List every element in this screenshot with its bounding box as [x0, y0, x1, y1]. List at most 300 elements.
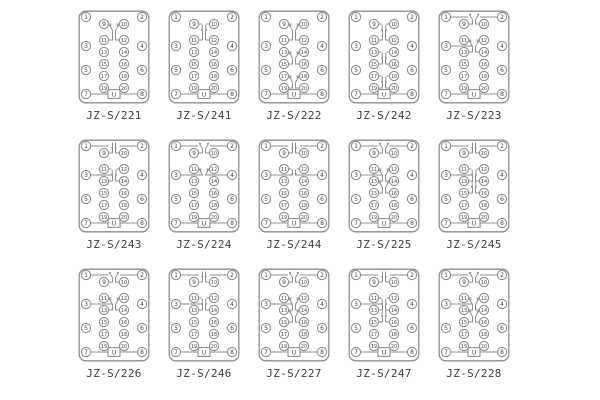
terminal-number: 17 — [100, 73, 108, 80]
relay-socket-svg — [78, 268, 150, 362]
terminal-number: 16 — [390, 61, 398, 68]
terminal-number: 9 — [192, 279, 196, 287]
terminal-number: 3 — [264, 301, 268, 309]
terminal-number: U — [291, 349, 297, 357]
terminal-number: 5 — [354, 196, 358, 204]
relay-socket-drawing — [168, 139, 240, 233]
terminal-number: 4 — [500, 301, 504, 309]
terminal-number: 7 — [174, 349, 178, 357]
terminal-number: 6 — [500, 196, 504, 204]
terminal-number: 19 — [460, 85, 468, 92]
terminal-number: 20 — [390, 85, 398, 92]
terminal-number: 14 — [300, 307, 308, 314]
terminal-number: 12 — [390, 166, 398, 173]
terminal-number: 2 — [230, 272, 234, 280]
terminal-number: 6 — [410, 196, 414, 204]
terminal-number: 19 — [100, 343, 108, 350]
terminal-number: 6 — [320, 67, 324, 75]
terminal-number: 9 — [192, 150, 196, 158]
terminal-number: 20 — [210, 343, 218, 350]
terminal-number: 8 — [410, 349, 414, 357]
terminal-number: 15 — [460, 319, 468, 326]
terminal-number: 6 — [500, 67, 504, 75]
terminal-number: 20 — [480, 85, 488, 92]
terminal-number: 7 — [354, 220, 358, 228]
terminal-number: 17 — [460, 202, 468, 209]
terminal-number: 7 — [354, 349, 358, 357]
relay-socket-svg — [348, 10, 420, 104]
terminal-number: 10 — [480, 21, 488, 28]
terminal-number: 16 — [390, 319, 398, 326]
relay-cell-246 — [159, 268, 249, 380]
terminal-number: 19 — [280, 214, 288, 221]
relay-model-label: JZ-S/221 — [86, 109, 142, 122]
terminal-number: 10 — [120, 150, 128, 157]
terminal-number: 7 — [174, 91, 178, 99]
relay-cell-242 — [339, 10, 429, 122]
terminal-number: 3 — [444, 301, 448, 309]
terminal-number: 19 — [190, 85, 198, 92]
terminal-number: 8 — [500, 349, 504, 357]
terminal-number: 12 — [480, 37, 488, 44]
terminal-number: 6 — [320, 325, 324, 333]
terminal-number: 12 — [120, 166, 128, 173]
terminal-number: 18 — [390, 202, 398, 209]
terminal-number: 16 — [480, 190, 488, 197]
terminal-number: 12 — [480, 295, 488, 302]
terminal-number: 11 — [100, 37, 108, 44]
relay-model-label: JZ-S/242 — [356, 109, 412, 122]
relay-model-label: JZ-S/245 — [446, 238, 502, 251]
terminal-number: 10 — [120, 21, 128, 28]
terminal-number: U — [111, 220, 117, 228]
terminal-number: 13 — [460, 178, 468, 185]
contact-wiring — [361, 143, 408, 223]
terminal-number: 9 — [282, 150, 286, 158]
relay-cell-247 — [339, 268, 429, 380]
terminal-number: 8 — [230, 220, 234, 228]
terminal-number: 7 — [84, 220, 88, 228]
terminal-number: 14 — [300, 178, 308, 185]
terminal-number: 11 — [100, 295, 108, 302]
terminal-number: 16 — [210, 61, 218, 68]
terminal-number: 5 — [84, 196, 88, 204]
terminal-number: 19 — [460, 214, 468, 221]
terminal-number: 1 — [264, 272, 268, 280]
terminal-number: 20 — [300, 85, 308, 92]
relay-model-label: JZ-S/227 — [266, 367, 322, 380]
relay-socket-svg — [168, 10, 240, 104]
terminal-number: 11 — [370, 166, 378, 173]
terminal-number: 20 — [480, 343, 488, 350]
terminal-number: 6 — [410, 325, 414, 333]
terminal-number: U — [291, 220, 297, 228]
terminal-number: 16 — [120, 319, 128, 326]
terminal-number: 19 — [370, 85, 378, 92]
terminal-number: 4 — [410, 43, 414, 51]
terminal-number: 10 — [210, 150, 218, 157]
contact-wiring — [271, 21, 318, 94]
terminal-number: 20 — [120, 214, 128, 221]
contact-wiring — [451, 14, 498, 94]
terminal-number: 16 — [480, 319, 488, 326]
terminal-number: 14 — [480, 49, 488, 56]
terminal-number: 10 — [480, 279, 488, 286]
terminal-number: U — [471, 349, 477, 357]
terminal-number: 5 — [264, 67, 268, 75]
terminal-number: 14 — [480, 178, 488, 185]
relay-model-label: JZ-S/226 — [86, 367, 142, 380]
terminal-number: 13 — [460, 307, 468, 314]
terminal-number: 17 — [370, 73, 378, 80]
terminal-number: 2 — [500, 272, 504, 280]
terminal-number: 15 — [370, 190, 378, 197]
terminal-number: 13 — [190, 178, 198, 185]
terminal-number: 3 — [264, 43, 268, 51]
terminal-number: 20 — [300, 343, 308, 350]
terminal-number: 14 — [300, 49, 308, 56]
terminal-number: 5 — [84, 325, 88, 333]
terminal-number: 13 — [190, 49, 198, 56]
terminal-number: 14 — [390, 49, 398, 56]
contact-wiring — [181, 143, 228, 223]
terminal-number: 10 — [390, 279, 398, 286]
terminal-number: 10 — [480, 150, 488, 157]
contact-wiring — [91, 272, 138, 352]
relay-socket-svg — [78, 139, 150, 233]
terminal-number: U — [381, 220, 387, 228]
terminal-number: 7 — [264, 349, 268, 357]
terminal-number: 11 — [460, 295, 468, 302]
terminal-number: 20 — [300, 214, 308, 221]
terminal-number: 8 — [320, 349, 324, 357]
terminal-number: 5 — [264, 196, 268, 204]
terminal-number: 8 — [230, 349, 234, 357]
terminal-number: U — [111, 349, 117, 357]
terminal-number: 4 — [140, 43, 144, 51]
terminal-number: 1 — [264, 14, 268, 22]
terminal-number: 7 — [84, 91, 88, 99]
terminal-number: 10 — [390, 21, 398, 28]
terminal-number: 4 — [500, 172, 504, 180]
relay-cell-225 — [339, 139, 429, 251]
terminal-number: 13 — [460, 49, 468, 56]
terminal-number: 7 — [264, 220, 268, 228]
terminal-number: 10 — [210, 279, 218, 286]
terminal-number: 13 — [280, 307, 288, 314]
relay-model-label: JZ-S/222 — [266, 109, 322, 122]
terminal-number: 3 — [84, 172, 88, 180]
terminal-number: 20 — [480, 214, 488, 221]
terminal-number: U — [471, 220, 477, 228]
relay-model-label: JZ-S/228 — [446, 367, 502, 380]
terminal-number: 11 — [280, 295, 288, 302]
terminal-number: 7 — [354, 91, 358, 99]
terminal-number: 4 — [410, 172, 414, 180]
terminal-number: 1 — [84, 143, 88, 151]
terminal-number: 6 — [500, 325, 504, 333]
terminal-number: 9 — [462, 279, 466, 287]
contact-wiring — [451, 143, 498, 223]
terminal-number: 16 — [300, 190, 308, 197]
terminal-number: 2 — [140, 272, 144, 280]
terminal-number: 11 — [460, 166, 468, 173]
terminal-number: 1 — [444, 143, 448, 151]
terminal-number: 19 — [190, 214, 198, 221]
relay-model-label: JZ-S/224 — [176, 238, 232, 251]
terminal-number: 17 — [280, 73, 288, 80]
terminal-number: 18 — [120, 331, 128, 338]
terminal-number: 2 — [320, 143, 324, 151]
terminal-number: 3 — [84, 301, 88, 309]
terminal-number: U — [381, 91, 387, 99]
terminal-number: 20 — [120, 85, 128, 92]
relay-socket-svg — [258, 139, 330, 233]
relay-cell-223 — [429, 10, 519, 122]
contact-wiring — [361, 21, 408, 94]
terminal-number: 11 — [280, 37, 288, 44]
terminal-number: 11 — [100, 166, 108, 173]
terminal-number: 4 — [320, 301, 324, 309]
terminal-number: 18 — [210, 331, 218, 338]
relay-cell-224 — [159, 139, 249, 251]
terminal-number: 15 — [100, 319, 108, 326]
terminal-number: 1 — [84, 272, 88, 280]
terminal-number: 14 — [210, 49, 218, 56]
terminal-number: 2 — [320, 272, 324, 280]
terminal-number: 2 — [230, 14, 234, 22]
terminal-number: 15 — [280, 319, 288, 326]
terminal-number: 15 — [190, 190, 198, 197]
terminal-number: 9 — [462, 21, 466, 29]
terminal-number: 11 — [370, 295, 378, 302]
terminal-number: 2 — [410, 143, 414, 151]
terminal-number: 5 — [444, 67, 448, 75]
terminal-number: 8 — [320, 91, 324, 99]
terminal-number: 10 — [120, 279, 128, 286]
terminal-number: 15 — [280, 190, 288, 197]
terminal-number: 9 — [282, 21, 286, 29]
relay-socket-drawing — [438, 139, 510, 233]
terminal-number: 1 — [174, 143, 178, 151]
terminal-number: 3 — [354, 172, 358, 180]
terminal-number: 13 — [100, 307, 108, 314]
terminal-number: 8 — [230, 91, 234, 99]
terminal-number: 14 — [480, 307, 488, 314]
relay-socket-drawing — [78, 10, 150, 104]
terminal-number: 13 — [370, 49, 378, 56]
terminal-number: 8 — [410, 91, 414, 99]
terminal-number: 13 — [100, 49, 108, 56]
terminal-number: 18 — [300, 331, 308, 338]
contact-wiring — [91, 143, 138, 223]
terminal-number: 7 — [444, 220, 448, 228]
terminal-number: U — [381, 349, 387, 357]
terminal-number: 4 — [230, 301, 234, 309]
relay-socket-svg — [168, 139, 240, 233]
terminal-number: 11 — [370, 37, 378, 44]
terminal-number: 20 — [210, 214, 218, 221]
terminal-number: 17 — [190, 202, 198, 209]
contact-wiring — [181, 21, 228, 94]
relay-cell-226 — [69, 268, 159, 380]
terminal-number: 19 — [370, 343, 378, 350]
relay-cell-222 — [249, 10, 339, 122]
terminal-number: 12 — [210, 37, 218, 44]
relay-socket-svg — [258, 10, 330, 104]
terminal-number: 5 — [174, 67, 178, 75]
terminal-number: 7 — [174, 220, 178, 228]
terminal-number: 16 — [210, 319, 218, 326]
terminal-number: 2 — [500, 14, 504, 22]
terminal-number: 20 — [390, 343, 398, 350]
relay-cell-241 — [159, 10, 249, 122]
relay-model-label: JZ-S/225 — [356, 238, 412, 251]
terminal-number: 4 — [320, 172, 324, 180]
terminal-number: 4 — [500, 43, 504, 51]
terminal-number: 3 — [174, 301, 178, 309]
terminal-number: 17 — [460, 331, 468, 338]
terminal-number: 9 — [372, 279, 376, 287]
terminal-number: 10 — [300, 150, 308, 157]
terminal-number: 5 — [264, 325, 268, 333]
terminal-number: 11 — [460, 37, 468, 44]
terminal-number: 18 — [480, 202, 488, 209]
terminal-number: 12 — [210, 295, 218, 302]
terminal-number: 12 — [300, 37, 308, 44]
terminal-number: 19 — [370, 214, 378, 221]
terminal-number: 13 — [280, 178, 288, 185]
terminal-number: 15 — [370, 61, 378, 68]
relay-cell-227 — [249, 268, 339, 380]
terminal-number: 5 — [174, 196, 178, 204]
terminal-number: 8 — [410, 220, 414, 228]
terminal-number: 15 — [100, 190, 108, 197]
terminal-number: 19 — [460, 343, 468, 350]
relay-cell-228 — [429, 268, 519, 380]
terminal-number: 17 — [280, 331, 288, 338]
terminal-number: 15 — [460, 190, 468, 197]
diagram-row-2 — [69, 139, 600, 251]
terminal-number: 16 — [210, 190, 218, 197]
terminal-number: 14 — [210, 178, 218, 185]
terminal-number: 17 — [370, 202, 378, 209]
terminal-number: 17 — [370, 331, 378, 338]
terminal-number: 15 — [460, 61, 468, 68]
relay-model-label: JZ-S/244 — [266, 238, 322, 251]
terminal-number: 4 — [410, 301, 414, 309]
terminal-number: 19 — [280, 85, 288, 92]
terminal-number: 18 — [390, 331, 398, 338]
terminal-number: 6 — [230, 325, 234, 333]
terminal-number: 14 — [210, 307, 218, 314]
terminal-number: 9 — [462, 150, 466, 158]
relay-socket-drawing — [348, 268, 420, 362]
contact-wiring — [91, 21, 138, 94]
relay-socket-drawing — [168, 268, 240, 362]
terminal-number: 3 — [444, 172, 448, 180]
terminal-number: 16 — [300, 61, 308, 68]
terminal-number: 13 — [370, 307, 378, 314]
terminal-number: 11 — [190, 37, 198, 44]
terminal-number: 18 — [210, 202, 218, 209]
relay-model-label: JZ-S/247 — [356, 367, 412, 380]
terminal-number: 1 — [264, 143, 268, 151]
terminal-number: 11 — [280, 166, 288, 173]
terminal-number: 7 — [84, 349, 88, 357]
terminal-number: 5 — [354, 67, 358, 75]
relay-socket-svg — [168, 268, 240, 362]
terminal-number: 16 — [390, 190, 398, 197]
terminal-number: 2 — [410, 272, 414, 280]
terminal-number: 19 — [100, 214, 108, 221]
relay-socket-svg — [438, 10, 510, 104]
terminal-number: 3 — [174, 43, 178, 51]
contact-wiring — [181, 272, 228, 352]
terminal-number: 17 — [100, 331, 108, 338]
terminal-number: 7 — [444, 349, 448, 357]
terminal-number: 8 — [320, 220, 324, 228]
relay-socket-drawing — [348, 10, 420, 104]
terminal-number: 1 — [354, 272, 358, 280]
relay-model-label: JZ-S/246 — [176, 367, 232, 380]
terminal-number: 9 — [102, 279, 106, 287]
relay-socket-svg — [348, 139, 420, 233]
terminal-number: 18 — [120, 202, 128, 209]
terminal-number: 2 — [140, 14, 144, 22]
terminal-number: 10 — [300, 279, 308, 286]
relay-cell-245 — [429, 139, 519, 251]
terminal-number: 12 — [120, 37, 128, 44]
terminal-number: 1 — [444, 272, 448, 280]
terminal-number: U — [201, 91, 207, 99]
terminal-number: 13 — [370, 178, 378, 185]
terminal-number: 15 — [190, 61, 198, 68]
terminal-number: 13 — [190, 307, 198, 314]
terminal-number: 12 — [390, 37, 398, 44]
terminal-number: 4 — [320, 43, 324, 51]
terminal-number: 3 — [264, 172, 268, 180]
relay-socket-drawing — [348, 139, 420, 233]
relay-socket-drawing — [258, 268, 330, 362]
terminal-number: 2 — [410, 14, 414, 22]
terminal-number: 19 — [190, 343, 198, 350]
terminal-number: 8 — [140, 91, 144, 99]
terminal-number: 2 — [140, 143, 144, 151]
relay-socket-drawing — [258, 139, 330, 233]
terminal-number: 18 — [480, 331, 488, 338]
relay-socket-drawing — [438, 268, 510, 362]
terminal-number: 8 — [140, 349, 144, 357]
terminal-number: 6 — [140, 67, 144, 75]
terminal-number: 6 — [230, 67, 234, 75]
terminal-number: 10 — [390, 150, 398, 157]
terminal-number: 9 — [282, 279, 286, 287]
relay-cell-244 — [249, 139, 339, 251]
terminal-number: 1 — [354, 143, 358, 151]
terminal-number: 17 — [100, 202, 108, 209]
terminal-number: 13 — [100, 178, 108, 185]
relay-socket-drawing — [78, 139, 150, 233]
terminal-number: 5 — [444, 325, 448, 333]
terminal-number: 16 — [120, 190, 128, 197]
terminal-number: 1 — [174, 272, 178, 280]
terminal-number: 9 — [372, 21, 376, 29]
contact-wiring — [361, 272, 408, 352]
terminal-number: 14 — [390, 178, 398, 185]
contact-wiring — [271, 272, 318, 352]
terminal-number: 8 — [140, 220, 144, 228]
